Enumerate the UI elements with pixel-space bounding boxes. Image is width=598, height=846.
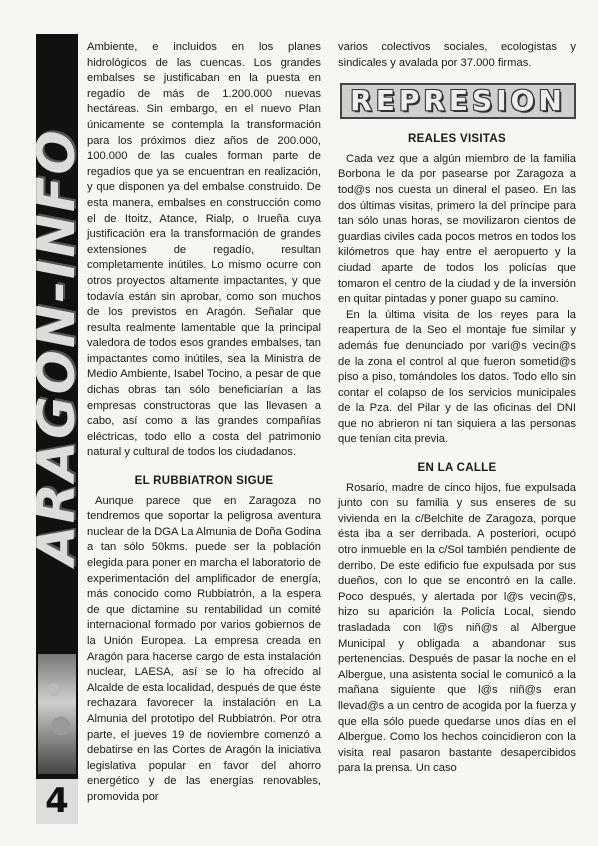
right-column (338, 40, 576, 777)
intro-paragraph: Ambiente, e incluidos en los planes hidrológicos de las cuencas. Los grandes embalses se justificaban en la puesta en regadío de más de 1.200.000 nuevas hectáreas. Sin embargo, en el nuevo Plan únicamente se contempla la transformación para los próximos diez años de 200.000, 100.000 de las cuales forman parte de regadíos que ya se encuentran en realización, y que disponen ya del embalse construido. De esta manera, embalses en construcción como el de Itoitz, Atance, Rialp, o Irueña cuya justificación era la transformación de grandes extensiones de regadío, resultan completamente inútiles. Lo mismo ocurre con otros proyectos altamente impactantes, y que todavía están sin aprobar, como son muchos de los previstos en Aragón. Señalar que resulta realmente lamentable que la principal valedora de todos esos grandes embalses, tan impactantes como inútiles, sea la Ministra de Medio Ambiente, Isabel Tocino, a pesar de que dichas obras tan sólo beneficiarían a las empresas constructoras que las llevasen a cabo, así como a las grandes compañías eléctricas, todo ello a costa del patrimonio natural y cultural de todos los ciudadanos. (87, 41, 321, 459)
sidebar-banner (27, 42, 87, 652)
section-heading-rubbiatron: EL RUBBIATRON SIGUE (134, 475, 274, 488)
sidebar (27, 34, 87, 824)
reales-visitas-paragraph-2: En la última visita de los reyes para la reapertura de la Seo el montaje fue similar y además fue denunciado por vari@s vecin@s de la zona el control al que fueron sometid@s piso a piso, tomándoles los datos. Todo ello sin contar el colapso de los servicios municipales de la Pza. del Pilar y de las oficinas del DNI que no abrieron ni tan siquiera a las personas que tenían cita previa. (338, 308, 576, 446)
continuation-paragraph: varios colectivos sociales, ecologistas y sindicales y avalada por 37.000 firmas. (338, 41, 576, 69)
reales-visitas-paragraph-1: Cada vez que a algún miembro de la familia Borbona le da por pasearse por Zaragoza a tod@s nos cuesta un dineral el paseo. En las dos últimas visitas, primero la del príncipe para tan sólo unas horas, se movilizaron cientos de guardias civiles cada pocos metros en todos los kilómetros que hay entre el aeropuerto y la ciudad aparte de todos los policías que tomaron el centro de la ciudad y de la inversión en quitar pintadas y poner guapo su camino. (338, 152, 576, 306)
rubbiatron-paragraph: Aunque parece que en Zaragoza no tendremos que soportar la peligrosa aventura nuclear de la DGA La Almunia de Doña Godina a tan sólo 50kms. puede ser la población elegida para poner en marcha el laboratorio de experimentación del amplificador de energía, más conocido como Rubbiatrón, a la espera de que dictamine su rentabilidad un comité internacional formado por varios gobiernos de la Unión Europea. La empresa creada en Aragón para hacerse cargo de esta instalación nuclear, LAESA, así se lo ha ofrecido al Alcalde de esta localidad, después de que éste rechazara favorecer la instalación en La Almunia del prototipo del Rubbiatrón. Por otra parte, el jueves 19 de noviembre comenzó a debatirse en las Cortes de Aragón la iniciativa legislativa popular en favor del ahorro energético y de las energías renovables, promovida por (87, 494, 321, 803)
en-la-calle-paragraph: Rosario, madre de cinco hijos, fue expulsada junto con su familia y sus enseres de su vivienda en la c/Belchite de Zaragoza, porque ésta iba a ser derribada. A posteriori, ocupó otro inmueble en la c/Sol también pendiente de derribo. De este edificio fue expulsada por sus dueños, con lo que se encontró en la calle. Poco después, y alertada por l@s vecin@s, hizo su aparición la Policía Local, siendo trasladada con l@s niñ@s al Albergue Municipal y obligada a abandonar sus pertenencias. Después de pasar la noche en el Albergue, una asistenta social le comunicó a la mañana siguiente que l@s niñ@s eran llevad@s a un centro de acogida por la fuerza y que ella sólo puede quedarse unos días en el Albergue. Como los hechos coincidieron con la visita real pasaron bastante desapercibidos para la prensa. Un caso (338, 481, 576, 775)
left-column (87, 40, 321, 806)
magazine-title: ARAGON-INFO (27, 128, 87, 566)
decorative-photo (38, 654, 76, 774)
heading-en-la-calle: EN LA CALLE (417, 462, 497, 475)
represion-banner: REPRESION (340, 83, 576, 119)
page-number: 4 (36, 779, 78, 824)
heading-reales-visitas: REALES VISITAS (408, 133, 506, 146)
